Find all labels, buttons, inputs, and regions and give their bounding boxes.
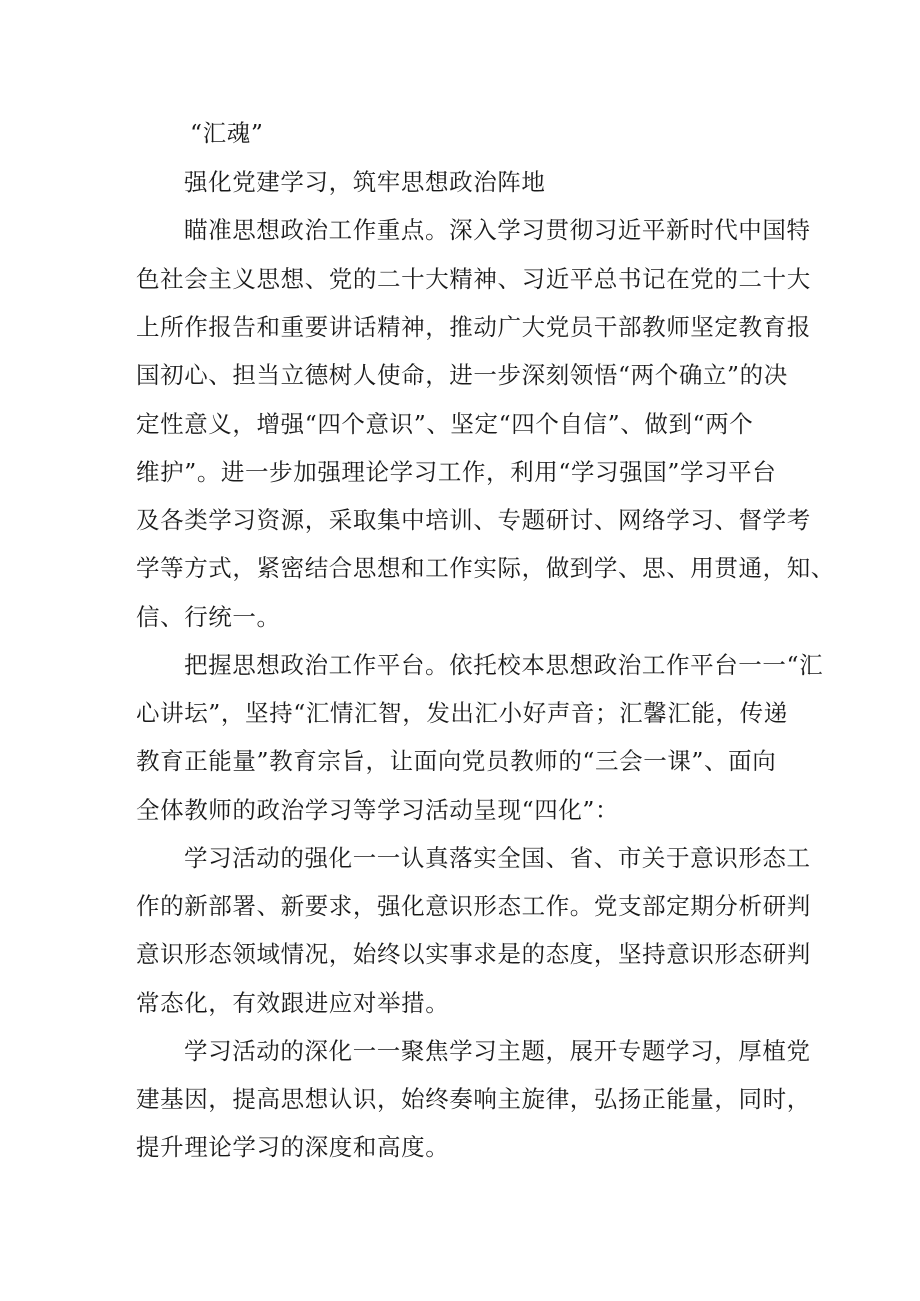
paragraph-line: 建基因，提高思想认识，始终奏响主旋律，弘扬正能量，同时，: [136, 1085, 811, 1113]
paragraph-line: 学等方式，紧密结合思想和工作实际，做到学、思、用贯通，知、: [136, 554, 835, 582]
paragraph-line: 提升理论学习的深度和高度。: [136, 1133, 450, 1161]
paragraph-line: 把握思想政治工作平台。依托校本思想政治工作平台一一“汇: [184, 651, 824, 679]
paragraph-line: 常态化，有效跟进应对举措。: [136, 989, 450, 1017]
paragraph-line: 瞄准思想政治工作重点。深入学习贯彻习近平新时代中国特: [184, 216, 811, 244]
paragraph-line: 学习活动的深化一一聚焦学习主题，展开专题学习，厚植党: [184, 1037, 811, 1065]
section-heading: 强化党建学习，筑牢思想政治阵地: [184, 168, 546, 196]
paragraph-line: 定性意义，增强“四个意识”、坚定“四个自信”、做到“两个: [136, 410, 754, 438]
paragraph-line: 色社会主义思想、党的二十大精神、习近平总书记在党的二十大: [136, 265, 811, 293]
paragraph-line: 全体教师的政治学习等学习活动呈现“四化”：: [136, 796, 620, 824]
paragraph-line: 上所作报告和重要讲话精神，推动广大党员干部教师坚定教育报: [136, 313, 811, 341]
document-title: “汇魂”: [190, 119, 264, 147]
paragraph-line: 信、行统一。: [136, 603, 281, 631]
paragraph-line: 维护”。进一步加强理论学习工作，利用“学习强国”学习平台: [136, 458, 777, 486]
paragraph-line: 及各类学习资源，采取集中培训、专题研讨、网络学习、督学考: [136, 506, 811, 534]
paragraph-line: 国初心、担当立德树人使命，进一步深刻领悟“两个确立”的决: [136, 361, 788, 389]
paragraph-line: 心讲坛”，坚持“汇情汇智，发出汇小好声音；汇馨汇能，传递: [136, 699, 788, 727]
paragraph-line: 作的新部署、新要求，强化意识形态工作。党支部定期分析研判: [136, 892, 811, 920]
paragraph-line: 学习活动的强化一一认真落实全国、省、市关于意识形态工: [184, 844, 811, 872]
paragraph-line: 教育正能量”教育宗旨，让面向党员教师的“三会一课”、面向: [136, 747, 777, 775]
paragraph-line: 意识形态领域情况，始终以实事求是的态度，坚持意识形态研判: [136, 940, 811, 968]
